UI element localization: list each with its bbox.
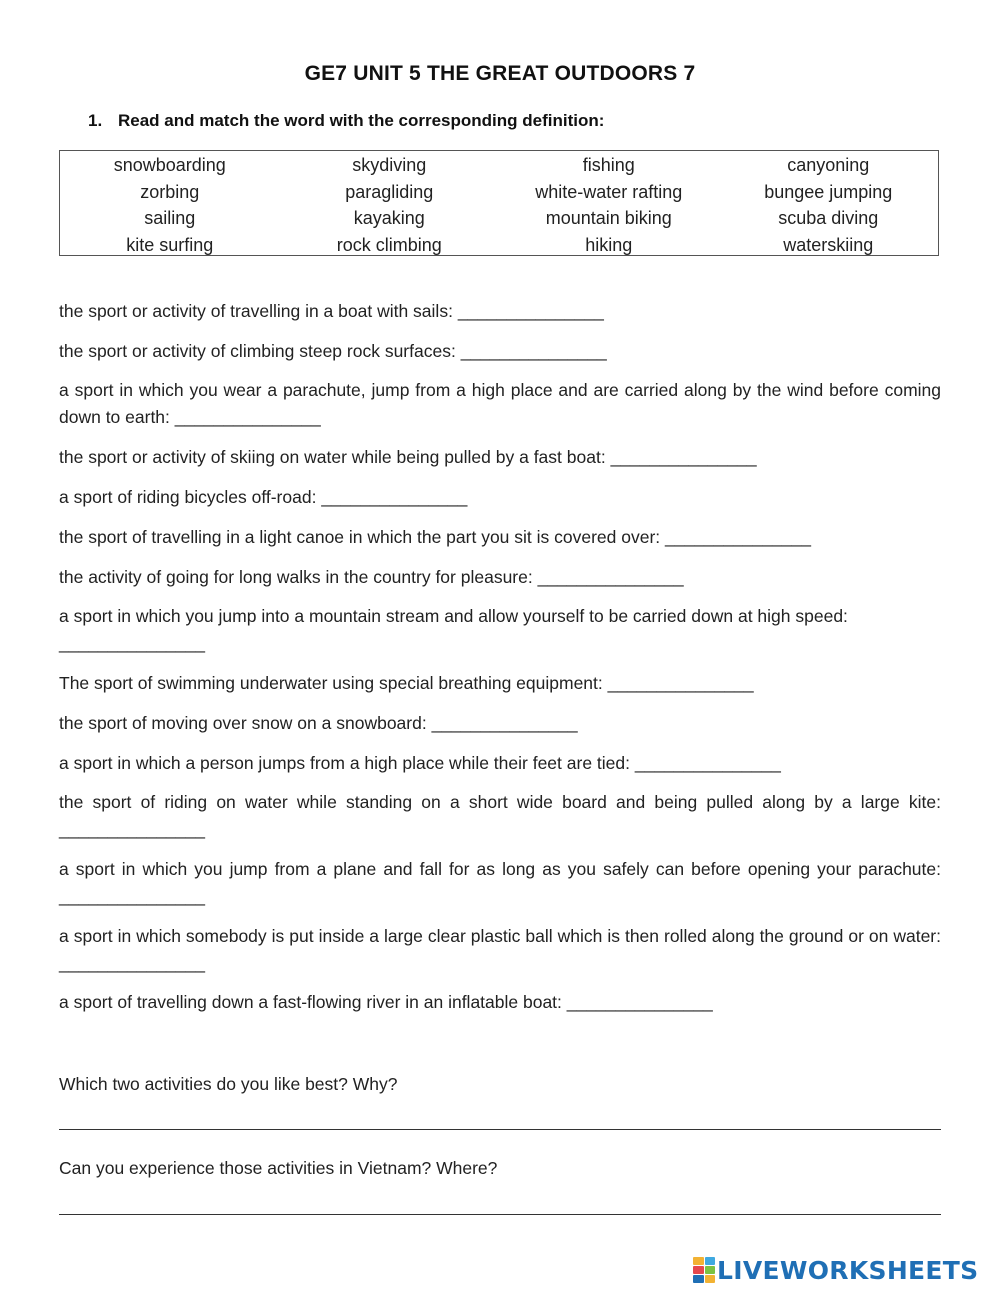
definition-item: [59, 564, 941, 591]
answer-blank[interactable]: _______________: [59, 953, 205, 973]
definition-text: a sport in which somebody is put inside a large clear plastic ball which is then rolled along the ground or on water:: [59, 926, 941, 946]
word-bank-item: canyoning: [787, 155, 870, 175]
definition-item: [59, 856, 941, 910]
definition-text: a sport of travelling down a fast-flowing river in an inflatable boat:: [59, 992, 562, 1012]
definition-item: [59, 338, 941, 365]
worksheet-title: GE7 UNIT 5 THE GREAT OUTDOORS 7: [304, 62, 696, 85]
answer-blank[interactable]: _______________: [457, 301, 604, 321]
word-bank-item: white-water rafting: [535, 181, 683, 202]
definition-item: [59, 603, 941, 657]
answer-blank[interactable]: _______________: [174, 407, 321, 427]
word-bank-item: rock climbing: [336, 234, 442, 255]
exercise-number: 1.: [88, 111, 103, 130]
word-bank-item: waterskiing: [783, 234, 874, 255]
word-bank: [59, 150, 939, 256]
answer-blank[interactable]: _______________: [431, 713, 578, 733]
definition-text: a sport in which you jump from a plane and fall for as long as you safely can before opening your parachute:: [59, 859, 941, 879]
logo-text: LIVEWORKSHEETS: [717, 1255, 979, 1285]
word-bank-item: skydiving: [352, 155, 427, 175]
definition-item: [59, 989, 941, 1016]
word-bank-item: kayaking: [353, 208, 425, 228]
definition-item: [59, 444, 941, 471]
word-bank-item: fishing: [582, 155, 635, 175]
definition-item: [59, 377, 941, 431]
definition-item: [59, 789, 941, 843]
definition-text: The sport of swimming underwater using special breathing equipment:: [59, 673, 603, 693]
answer-blank[interactable]: _______________: [665, 527, 812, 547]
answer-line[interactable]: [59, 1129, 941, 1130]
answer-blank[interactable]: _______________: [537, 567, 684, 587]
word-bank-item: sailing: [144, 208, 196, 228]
definition-text: the sport or activity of travelling in a boat with sails:: [59, 301, 453, 321]
answer-line[interactable]: [59, 1214, 941, 1215]
answer-blank[interactable]: _______________: [59, 633, 205, 653]
exercise-instruction: [88, 111, 604, 131]
answer-blank[interactable]: _______________: [610, 447, 757, 467]
word-bank-item: mountain biking: [545, 208, 672, 228]
definition-text: the sport of riding on water while standing on a short wide board and being pulled along by a large kite:: [59, 792, 941, 812]
answer-blank[interactable]: _______________: [566, 992, 713, 1012]
word-bank-item: zorbing: [140, 181, 200, 202]
definition-text: the sport of moving over snow on a snowboard:: [59, 713, 427, 733]
logo-mark-icon: [693, 1257, 715, 1283]
definition-text: the sport or activity of climbing steep rock surfaces:: [59, 341, 456, 361]
answer-blank[interactable]: _______________: [59, 819, 205, 839]
definition-item: [59, 670, 941, 697]
definition-item: [59, 710, 941, 737]
liveworksheets-logo: [693, 1253, 978, 1287]
answer-blank[interactable]: _______________: [607, 673, 754, 693]
answer-blank[interactable]: _______________: [321, 487, 468, 507]
word-bank-item: scuba diving: [778, 208, 879, 228]
word-bank-item: hiking: [585, 234, 633, 255]
definition-text: the sport or activity of skiing on water while being pulled by a fast boat:: [59, 447, 606, 467]
definition-item: [59, 923, 941, 977]
answer-blank[interactable]: _______________: [460, 341, 607, 361]
definition-text: a sport of riding bicycles off-road:: [59, 487, 317, 507]
open-question: Can you experience those activities in Vietnam? Where?: [59, 1158, 498, 1178]
word-bank-item: kite surfing: [126, 234, 214, 255]
answer-blank[interactable]: _______________: [634, 753, 781, 773]
definition-item: [59, 298, 941, 325]
answer-blank[interactable]: _______________: [59, 886, 205, 906]
definition-text: a sport in which you wear a parachute, jump from a high place and are carried along by the wind before coming down to earth:: [59, 380, 941, 427]
word-bank-item: paragliding: [345, 181, 434, 202]
definition-item: [59, 750, 941, 777]
instruction-text: Read and match the word with the corresponding definition:: [118, 111, 605, 130]
definition-item: [59, 484, 941, 511]
definition-item: [59, 524, 941, 551]
definition-text: a sport in which a person jumps from a high place while their feet are tied:: [59, 753, 630, 773]
definition-text: the sport of travelling in a light canoe in which the part you sit is covered over:: [59, 527, 661, 547]
word-bank-item: bungee jumping: [764, 181, 893, 202]
definition-text: a sport in which you jump into a mountain stream and allow yourself to be carried down at high speed:: [59, 606, 848, 626]
open-question: Which two activities do you like best? Why?: [59, 1074, 398, 1094]
word-bank-item: snowboarding: [113, 155, 226, 175]
definition-text: the activity of going for long walks in the country for pleasure:: [59, 567, 533, 587]
